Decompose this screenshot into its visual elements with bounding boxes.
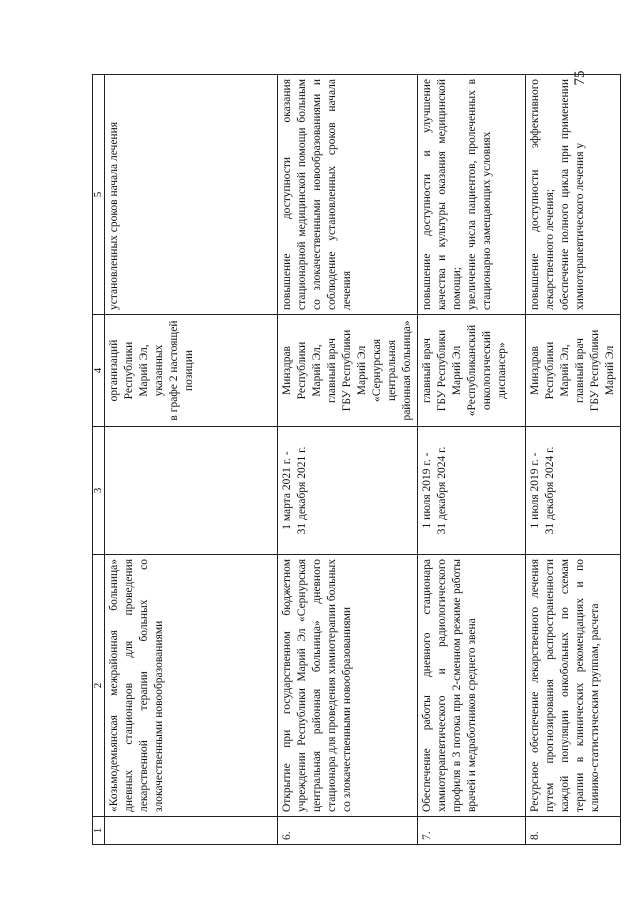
responsible-cell: Минздрав Республики Марий Эл, главный врач ГБУ Республики Марий Эл «Сернурская центральная районная больница» xyxy=(278,315,418,427)
table-row xyxy=(278,75,418,845)
column-number-2: 2 xyxy=(93,555,105,817)
page-number: 75 xyxy=(572,70,588,86)
column-number-4: 4 xyxy=(93,315,105,427)
result-cell: повышение доступности эффективного лекарственного лечения; обеспечение полного цикла при применении химиотерапевтического лечения у xyxy=(526,75,621,315)
measure-cell: Обеспечение работы дневного стационара химиотерапевтического и радиологического профиля в 3 потока при 2-сменном режиме работы врачей и медработников среднего звена xyxy=(418,555,526,817)
row-number: 8. xyxy=(526,817,621,845)
table-row xyxy=(418,75,526,845)
table-row xyxy=(105,75,278,845)
result-cell: повышение доступности оказания стационарной медицинской помощи больным со злокачественными новообразованиями и соблюдение установленных сроков начала лечения xyxy=(278,75,418,315)
measures-table xyxy=(92,74,621,845)
row-number: 6. xyxy=(278,817,418,845)
period-cell: 1 июля 2019 г. - 31 декабря 2024 г. xyxy=(418,427,526,555)
period-cell xyxy=(105,427,278,555)
period-cell: 1 марта 2021 г. - 31 декабря 2021 г. xyxy=(278,427,418,555)
column-number-row xyxy=(93,75,105,845)
row-number xyxy=(105,817,278,845)
result-cell: повышение доступности и улучшение качества и культуры оказания медицинской помощи; увеличение числа пациентов, пролеченных в стационарно замещающих условиях xyxy=(418,75,526,315)
period-cell: 1 июля 2019 г. - 31 декабря 2024 г. xyxy=(526,427,621,555)
measure-cell: Ресурсное обеспечение лекарственного лечения путем прогнозирования распространенности каждой популяции онкобольных по схемам терапии в клинических рекомендациях и по клинико-статистическим группам, расчета xyxy=(526,555,621,817)
column-number-5: 5 xyxy=(93,75,105,315)
responsible-cell: организаций Республики Марий Эл, указанных в графе 2 настоящей позиции xyxy=(105,315,278,427)
responsible-cell: Минздрав Республики Марий Эл, главный врач ГБУ Республики Марий Эл xyxy=(526,315,621,427)
column-number-3: 3 xyxy=(93,427,105,555)
measure-cell: Открытие при государственном бюджетном учреждении Республики Марий Эл «Сернурская центральная районная больница» дневного стационара для проведения химиотерапии больных со злокачественными новообразованиями xyxy=(278,555,418,817)
column-number-1: 1 xyxy=(93,817,105,845)
table-row xyxy=(526,75,621,845)
result-cell: установленных сроков начала лечения xyxy=(105,75,278,315)
measure-cell: «Козьмодемьянская межрайонная больница» дневных стационаров для проведения лекарственной терапии больных со злокачественными новообразованиями xyxy=(105,555,278,817)
row-number: 7. xyxy=(418,817,526,845)
responsible-cell: главный врач ГБУ Республики Марий Эл «Республиканский онкологический диспансер» xyxy=(418,315,526,427)
